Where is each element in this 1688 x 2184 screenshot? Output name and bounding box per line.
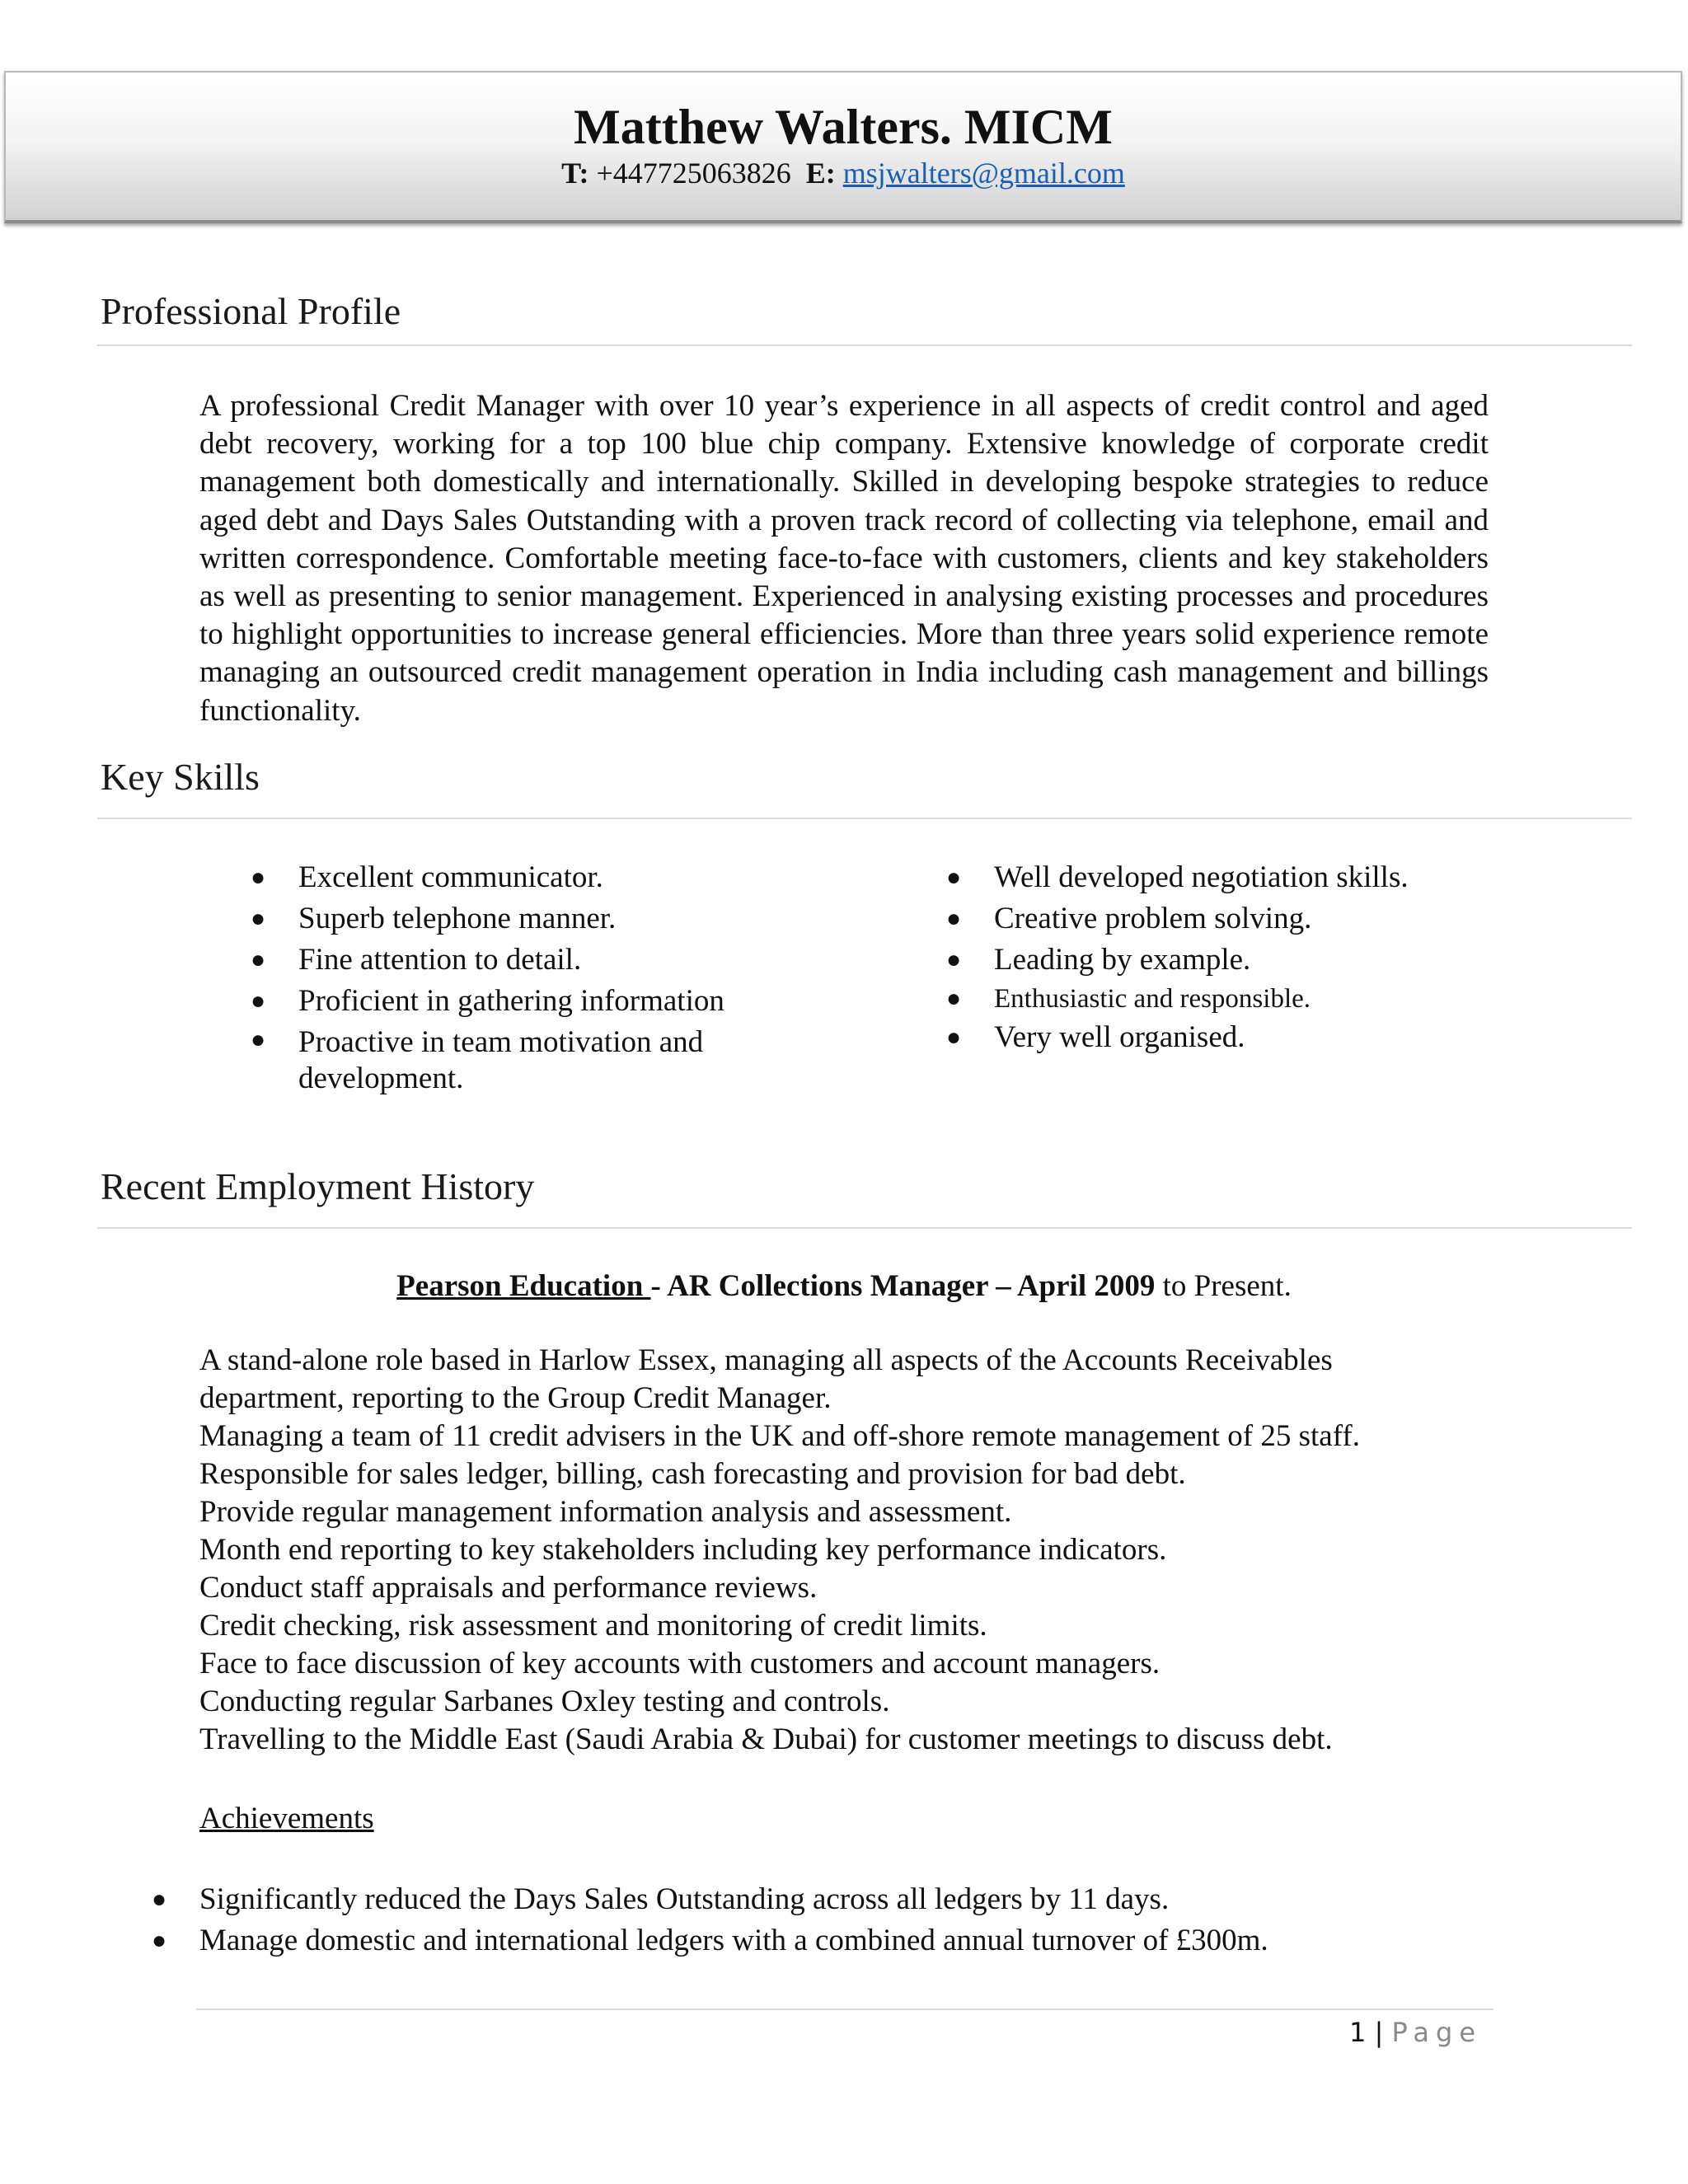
- duty-line: Travelling to the Middle East (Saudi Arabia & Dubai) for customer meetings to discuss debt.: [199, 1722, 1333, 1756]
- phone-label: T:: [561, 157, 589, 190]
- list-item: ● Leading by example.: [895, 940, 1554, 981]
- duty-line: Face to face discussion of key accounts with customers and account managers.: [199, 1647, 1160, 1680]
- section-divider: [97, 344, 1632, 346]
- duty-line: Month end reporting to key stakeholders including key performance indicators.: [199, 1533, 1167, 1567]
- list-item: ● Well developed negotiation skills.: [895, 857, 1554, 898]
- bullet-icon: ●: [152, 1886, 167, 1913]
- section-title-profile: Professional Profile: [101, 290, 401, 332]
- job-role: AR Collections Manager – April 2009: [667, 1269, 1156, 1303]
- duty-line: Responsible for sales ledger, billing, cash forecasting and provision for bad debt.: [199, 1457, 1186, 1491]
- bullet-icon: ●: [251, 946, 266, 973]
- bullet-icon: ●: [946, 985, 962, 1012]
- list-item: ● Manage domestic and international ledgers with a combined annual turnover of £300m.: [101, 1920, 1268, 1961]
- achievements-heading: Achievements: [199, 1802, 374, 1835]
- section-divider: [97, 818, 1632, 819]
- bullet-icon: ●: [251, 987, 266, 1015]
- section-divider: [97, 1227, 1632, 1229]
- bullet-icon: ●: [946, 905, 962, 932]
- list-item: ● Superb telephone manner.: [199, 898, 826, 940]
- bullet-icon: ●: [946, 1024, 962, 1051]
- contact-line: [6, 155, 1681, 191]
- list-item: ● Significantly reduced the Days Sales Outstanding across all ledgers by 11 days.: [101, 1879, 1268, 1920]
- bullet-icon: ●: [946, 864, 962, 891]
- header-banner: [4, 71, 1682, 223]
- job-period: to Present.: [1155, 1269, 1292, 1303]
- section-title-skills: Key Skills: [101, 756, 260, 798]
- job-duties: [199, 1342, 1535, 1759]
- list-item: ● Enthusiastic and responsible.: [895, 981, 1554, 1017]
- bullet-icon: ●: [251, 905, 266, 932]
- skills-left-column: [199, 857, 826, 1097]
- list-item: ● Fine attention to detail.: [199, 940, 826, 981]
- page-number: 1: [1349, 2017, 1367, 2048]
- footer-separator: |: [1366, 2017, 1392, 2048]
- duty-line: Credit checking, risk assessment and monitoring of credit limits.: [199, 1609, 987, 1643]
- candidate-name: Matthew Walters. MICM: [574, 100, 1113, 154]
- job-heading: [0, 1268, 1688, 1305]
- duty-line: Provide regular management information analysis and assessment.: [199, 1495, 1012, 1529]
- list-item: ● Excellent communicator.: [199, 857, 826, 898]
- bullet-icon: ●: [251, 864, 266, 891]
- duty-line: Conducting regular Sarbanes Oxley testing and controls.: [199, 1685, 890, 1718]
- phone-number: +447725063826: [596, 157, 791, 190]
- job-separator: -: [650, 1269, 668, 1303]
- profile-text: A professional Credit Manager with over 10 year’s experience in all aspects of credit control and aged debt recovery, working for a top 100 blue chip company. Extensive knowledge of corporate credit management both domestically and internationally. Skilled in developing bespoke strategies to reduce aged debt and Days Sales Outstanding with a proven track record of collecting via telephone, email and written correspondence. Comfortable meeting face-to-face with customers, clients and key stakeholders as well as presenting to senior management. Experienced in analysing existing processes and procedures to highlight opportunities to increase general efficiencies. More than three years solid experience remote managing an outsourced credit management operation in India including cash management and billings functionality.: [199, 389, 1489, 728]
- duty-line: Managing a team of 11 credit advisers in the UK and off-shore remote management of 25 staff.: [199, 1419, 1360, 1453]
- skills-right-column: [895, 857, 1554, 1058]
- bullet-icon: ●: [251, 1026, 266, 1053]
- footer-divider: [196, 2008, 1493, 2010]
- list-item: ● Creative problem solving.: [895, 898, 1554, 940]
- list-item: ● Proactive in team motivation and development.: [199, 1022, 826, 1097]
- list-item: ● Proficient in gathering information: [199, 981, 826, 1022]
- bullet-icon: ●: [152, 1927, 167, 1954]
- company-name: Pearson Education: [396, 1269, 651, 1303]
- section-title-employment: Recent Employment History: [101, 1165, 535, 1207]
- page-footer: [1349, 2014, 1482, 2050]
- duty-line: Conduct staff appraisals and performance reviews.: [199, 1571, 818, 1605]
- achievements-list: [101, 1879, 1268, 1961]
- email-link[interactable]: msjwalters@gmail.com: [842, 157, 1125, 190]
- email-label: E:: [805, 157, 836, 190]
- page-label: Page: [1391, 2017, 1482, 2048]
- duty-line: A stand-alone role based in Harlow Essex, managing all aspects of the Accounts Receivables department, reporting to the Group Credit Manager.: [199, 1343, 1333, 1415]
- bullet-icon: ●: [946, 946, 962, 973]
- list-item: ● Very well organised.: [895, 1017, 1554, 1058]
